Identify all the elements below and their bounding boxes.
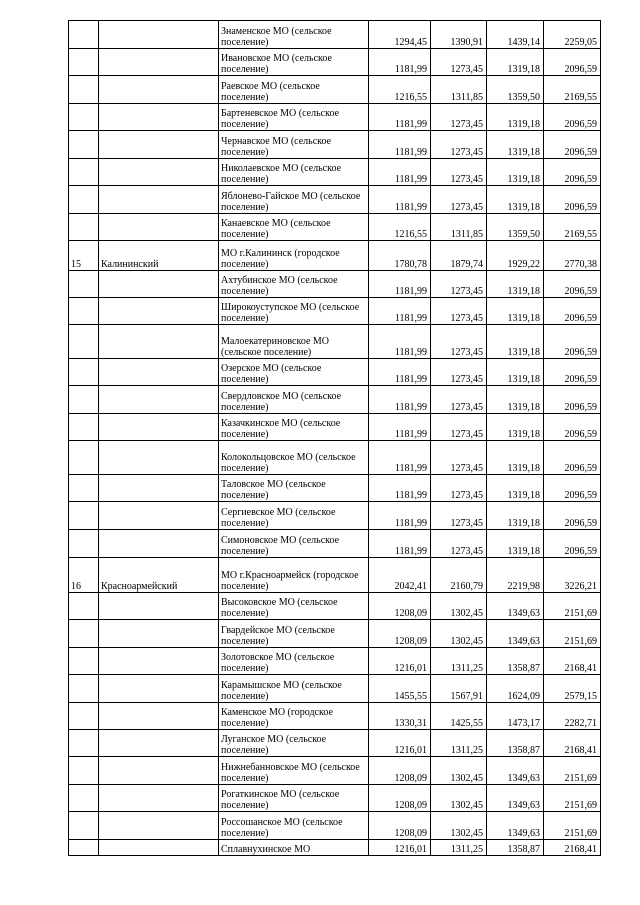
municipality-name: Россошанское МО (сельское поселение) xyxy=(219,812,369,840)
district-name xyxy=(99,159,219,186)
row-number xyxy=(69,49,99,76)
table-row xyxy=(69,104,601,131)
value-col-1: 1181,99 xyxy=(369,441,431,475)
value-col-1: 1208,09 xyxy=(369,785,431,812)
row-number xyxy=(69,812,99,840)
value-col-3: 1319,18 xyxy=(487,49,544,76)
table-row xyxy=(69,840,601,856)
district-name xyxy=(99,703,219,730)
value-col-4: 2151,69 xyxy=(544,785,601,812)
value-col-4: 2096,59 xyxy=(544,131,601,159)
value-col-1: 1208,09 xyxy=(369,620,431,648)
table-row xyxy=(69,49,601,76)
value-col-2: 1311,25 xyxy=(431,840,487,856)
value-col-4: 2096,59 xyxy=(544,186,601,214)
table-row xyxy=(69,558,601,593)
value-col-4: 2282,71 xyxy=(544,703,601,730)
value-col-3: 1473,17 xyxy=(487,703,544,730)
value-col-1: 1181,99 xyxy=(369,186,431,214)
municipality-name: Канаевское МО (сельское поселение) xyxy=(219,214,369,241)
value-col-2: 1567,91 xyxy=(431,675,487,703)
district-name xyxy=(99,49,219,76)
table-row xyxy=(69,620,601,648)
table-body xyxy=(69,21,601,856)
value-col-3: 1319,18 xyxy=(487,359,544,386)
value-col-1: 1208,09 xyxy=(369,593,431,620)
district-name xyxy=(99,386,219,414)
value-col-4: 2168,41 xyxy=(544,840,601,856)
value-col-1: 2042,41 xyxy=(369,558,431,593)
value-col-2: 1302,45 xyxy=(431,593,487,620)
value-col-1: 1181,99 xyxy=(369,359,431,386)
value-col-4: 2259,05 xyxy=(544,21,601,49)
value-col-2: 1273,45 xyxy=(431,502,487,530)
municipality-name: Луганское МО (сельское поселение) xyxy=(219,730,369,757)
table-row xyxy=(69,502,601,530)
table-row xyxy=(69,159,601,186)
district-name xyxy=(99,131,219,159)
district-name xyxy=(99,271,219,298)
municipality-name: МО г.Красноармейск (городское поселение) xyxy=(219,558,369,593)
value-col-2: 2160,79 xyxy=(431,558,487,593)
value-col-1: 1208,09 xyxy=(369,757,431,785)
municipality-name: Рогаткинское МО (сельское поселение) xyxy=(219,785,369,812)
value-col-2: 1273,45 xyxy=(431,49,487,76)
value-col-4: 2579,15 xyxy=(544,675,601,703)
district-name xyxy=(99,475,219,502)
municipality-name: МО г.Калининск (городское поселение) xyxy=(219,241,369,271)
value-col-2: 1311,85 xyxy=(431,214,487,241)
district-name: Красноармейский xyxy=(99,558,219,593)
district-name xyxy=(99,186,219,214)
value-col-3: 1319,18 xyxy=(487,530,544,558)
municipality-name: Нижнебанновское МО (сельское поселение) xyxy=(219,757,369,785)
value-col-3: 1439,14 xyxy=(487,21,544,49)
value-col-2: 1273,45 xyxy=(431,325,487,359)
table-row xyxy=(69,757,601,785)
value-col-3: 1319,18 xyxy=(487,475,544,502)
value-col-2: 1273,45 xyxy=(431,159,487,186)
row-number xyxy=(69,475,99,502)
value-col-2: 1302,45 xyxy=(431,812,487,840)
district-name xyxy=(99,21,219,49)
row-number xyxy=(69,502,99,530)
value-col-2: 1273,45 xyxy=(431,441,487,475)
municipality-name: Ивановское МО (сельское поселение) xyxy=(219,49,369,76)
row-number xyxy=(69,21,99,49)
district-name xyxy=(99,785,219,812)
district-name xyxy=(99,757,219,785)
value-col-4: 3226,21 xyxy=(544,558,601,593)
value-col-1: 1181,99 xyxy=(369,271,431,298)
value-col-1: 1208,09 xyxy=(369,812,431,840)
municipality-name: Карамышское МО (сельское поселение) xyxy=(219,675,369,703)
municipality-name: Озерское МО (сельское поселение) xyxy=(219,359,369,386)
table-row xyxy=(69,703,601,730)
value-col-4: 2096,59 xyxy=(544,530,601,558)
row-number: 16 xyxy=(69,558,99,593)
table-row xyxy=(69,131,601,159)
row-number xyxy=(69,159,99,186)
value-col-4: 2168,41 xyxy=(544,648,601,675)
value-col-1: 1181,99 xyxy=(369,386,431,414)
row-number xyxy=(69,186,99,214)
district-name xyxy=(99,620,219,648)
value-col-2: 1273,45 xyxy=(431,386,487,414)
municipality-name: Бартеневское МО (сельское поселение) xyxy=(219,104,369,131)
value-col-3: 1359,50 xyxy=(487,214,544,241)
municipality-name: Сплавнухинское МО xyxy=(219,840,369,856)
value-col-3: 1319,18 xyxy=(487,502,544,530)
value-col-2: 1273,45 xyxy=(431,186,487,214)
table-row xyxy=(69,386,601,414)
municipality-name: Малоекатериновское МО (сельское поселение) xyxy=(219,325,369,359)
row-number xyxy=(69,325,99,359)
row-number xyxy=(69,593,99,620)
value-col-2: 1273,45 xyxy=(431,475,487,502)
row-number xyxy=(69,730,99,757)
value-col-4: 2096,59 xyxy=(544,104,601,131)
value-col-1: 1181,99 xyxy=(369,131,431,159)
table-row xyxy=(69,730,601,757)
value-col-4: 2096,59 xyxy=(544,475,601,502)
district-name xyxy=(99,675,219,703)
value-col-1: 1181,99 xyxy=(369,530,431,558)
value-col-4: 2096,59 xyxy=(544,298,601,325)
table-row xyxy=(69,271,601,298)
value-col-1: 1181,99 xyxy=(369,104,431,131)
value-col-4: 2770,38 xyxy=(544,241,601,271)
municipality-name: Симоновское МО (сельское поселение) xyxy=(219,530,369,558)
municipality-name: Таловское МО (сельское поселение) xyxy=(219,475,369,502)
table-row xyxy=(69,186,601,214)
value-col-4: 2169,55 xyxy=(544,214,601,241)
district-name xyxy=(99,593,219,620)
district-name xyxy=(99,76,219,104)
value-col-2: 1273,45 xyxy=(431,298,487,325)
value-col-3: 1358,87 xyxy=(487,840,544,856)
municipality-name: Свердловское МО (сельское поселение) xyxy=(219,386,369,414)
value-col-4: 2151,69 xyxy=(544,757,601,785)
district-name xyxy=(99,214,219,241)
value-col-3: 1349,63 xyxy=(487,620,544,648)
value-col-3: 1319,18 xyxy=(487,104,544,131)
value-col-3: 1319,18 xyxy=(487,131,544,159)
municipality-name: Золотовское МО (сельское поселение) xyxy=(219,648,369,675)
row-number xyxy=(69,359,99,386)
value-col-3: 1624,09 xyxy=(487,675,544,703)
value-col-3: 1319,18 xyxy=(487,186,544,214)
district-name xyxy=(99,104,219,131)
district-name xyxy=(99,502,219,530)
row-number xyxy=(69,530,99,558)
district-name xyxy=(99,530,219,558)
value-col-4: 2096,59 xyxy=(544,325,601,359)
table-row xyxy=(69,298,601,325)
value-col-2: 1302,45 xyxy=(431,757,487,785)
district-name xyxy=(99,441,219,475)
value-col-4: 2151,69 xyxy=(544,812,601,840)
district-name xyxy=(99,840,219,856)
municipality-name: Николаевское МО (сельское поселение) xyxy=(219,159,369,186)
value-col-4: 2096,59 xyxy=(544,159,601,186)
value-col-2: 1311,25 xyxy=(431,648,487,675)
value-col-3: 1319,18 xyxy=(487,386,544,414)
value-col-2: 1273,45 xyxy=(431,359,487,386)
row-number xyxy=(69,104,99,131)
row-number xyxy=(69,414,99,441)
value-col-1: 1216,01 xyxy=(369,648,431,675)
value-col-1: 1330,31 xyxy=(369,703,431,730)
value-col-3: 1349,63 xyxy=(487,785,544,812)
value-col-1: 1455,55 xyxy=(369,675,431,703)
municipality-name: Знаменское МО (сельское поселение) xyxy=(219,21,369,49)
value-col-1: 1216,55 xyxy=(369,214,431,241)
document-page xyxy=(68,20,601,856)
row-number xyxy=(69,386,99,414)
table-row xyxy=(69,441,601,475)
value-col-3: 1319,18 xyxy=(487,159,544,186)
value-col-3: 1929,22 xyxy=(487,241,544,271)
value-col-4: 2096,59 xyxy=(544,49,601,76)
row-number xyxy=(69,214,99,241)
municipality-name: Ахтубинское МО (сельское поселение) xyxy=(219,271,369,298)
value-col-2: 1425,55 xyxy=(431,703,487,730)
district-name xyxy=(99,414,219,441)
municipality-name: Колокольцовское МО (сельское поселение) xyxy=(219,441,369,475)
row-number xyxy=(69,675,99,703)
row-number xyxy=(69,76,99,104)
row-number xyxy=(69,757,99,785)
value-col-4: 2096,59 xyxy=(544,271,601,298)
table-row xyxy=(69,530,601,558)
table-row xyxy=(69,21,601,49)
value-col-1: 1181,99 xyxy=(369,475,431,502)
municipality-name: Гвардейское МО (сельское поселение) xyxy=(219,620,369,648)
row-number xyxy=(69,703,99,730)
row-number xyxy=(69,785,99,812)
value-col-3: 1349,63 xyxy=(487,812,544,840)
value-col-3: 1319,18 xyxy=(487,298,544,325)
value-col-4: 2096,59 xyxy=(544,502,601,530)
value-col-3: 1319,18 xyxy=(487,414,544,441)
value-col-4: 2096,59 xyxy=(544,441,601,475)
value-col-4: 2151,69 xyxy=(544,620,601,648)
row-number xyxy=(69,840,99,856)
value-col-1: 1294,45 xyxy=(369,21,431,49)
value-col-2: 1273,45 xyxy=(431,530,487,558)
municipality-name: Сергиевское МО (сельское поселение) xyxy=(219,502,369,530)
value-col-2: 1273,45 xyxy=(431,271,487,298)
municipality-name: Каменское МО (городское поселение) xyxy=(219,703,369,730)
district-name: Калининский xyxy=(99,241,219,271)
value-col-3: 1319,18 xyxy=(487,271,544,298)
row-number: 15 xyxy=(69,241,99,271)
table-row xyxy=(69,414,601,441)
value-col-3: 1319,18 xyxy=(487,441,544,475)
table-row xyxy=(69,648,601,675)
district-name xyxy=(99,648,219,675)
value-col-3: 1358,87 xyxy=(487,730,544,757)
value-col-1: 1216,55 xyxy=(369,76,431,104)
table-row xyxy=(69,593,601,620)
value-col-1: 1780,78 xyxy=(369,241,431,271)
value-col-1: 1181,99 xyxy=(369,49,431,76)
table-row xyxy=(69,359,601,386)
value-col-2: 1311,85 xyxy=(431,76,487,104)
value-col-2: 1302,45 xyxy=(431,785,487,812)
value-col-2: 1311,25 xyxy=(431,730,487,757)
value-col-2: 1879,74 xyxy=(431,241,487,271)
value-col-2: 1302,45 xyxy=(431,620,487,648)
value-col-2: 1273,45 xyxy=(431,104,487,131)
district-name xyxy=(99,325,219,359)
value-col-1: 1181,99 xyxy=(369,159,431,186)
row-number xyxy=(69,648,99,675)
value-col-2: 1273,45 xyxy=(431,131,487,159)
table-row xyxy=(69,214,601,241)
value-col-3: 1349,63 xyxy=(487,757,544,785)
value-col-4: 2151,69 xyxy=(544,593,601,620)
district-name xyxy=(99,359,219,386)
district-name xyxy=(99,298,219,325)
municipality-name: Раевское МО (сельское поселение) xyxy=(219,76,369,104)
value-col-4: 2096,59 xyxy=(544,359,601,386)
value-col-1: 1216,01 xyxy=(369,730,431,757)
row-number xyxy=(69,271,99,298)
value-col-1: 1181,99 xyxy=(369,298,431,325)
value-col-1: 1216,01 xyxy=(369,840,431,856)
table-row xyxy=(69,76,601,104)
value-col-4: 2096,59 xyxy=(544,386,601,414)
district-name xyxy=(99,730,219,757)
municipality-name: Чернавское МО (сельское поселение) xyxy=(219,131,369,159)
value-col-1: 1181,99 xyxy=(369,414,431,441)
value-col-3: 1358,87 xyxy=(487,648,544,675)
table-row xyxy=(69,475,601,502)
value-col-4: 2168,41 xyxy=(544,730,601,757)
municipality-name: Высоковское МО (сельское поселение) xyxy=(219,593,369,620)
row-number xyxy=(69,131,99,159)
table-row xyxy=(69,812,601,840)
value-col-3: 1319,18 xyxy=(487,325,544,359)
value-col-1: 1181,99 xyxy=(369,502,431,530)
value-col-3: 1349,63 xyxy=(487,593,544,620)
district-name xyxy=(99,812,219,840)
municipality-name: Яблонево-Гайское МО (сельское поселение) xyxy=(219,186,369,214)
value-col-1: 1181,99 xyxy=(369,325,431,359)
table-row xyxy=(69,785,601,812)
table-row xyxy=(69,241,601,271)
value-col-3: 2219,98 xyxy=(487,558,544,593)
table-row xyxy=(69,675,601,703)
row-number xyxy=(69,441,99,475)
value-col-2: 1390,91 xyxy=(431,21,487,49)
table-row xyxy=(69,325,601,359)
row-number xyxy=(69,620,99,648)
value-col-3: 1359,50 xyxy=(487,76,544,104)
municipality-name: Казачкинское МО (сельское поселение) xyxy=(219,414,369,441)
municipality-name: Широкоуступское МО (сельское поселение) xyxy=(219,298,369,325)
value-col-2: 1273,45 xyxy=(431,414,487,441)
value-col-4: 2169,55 xyxy=(544,76,601,104)
row-number xyxy=(69,298,99,325)
tariff-table xyxy=(68,20,601,856)
value-col-4: 2096,59 xyxy=(544,414,601,441)
